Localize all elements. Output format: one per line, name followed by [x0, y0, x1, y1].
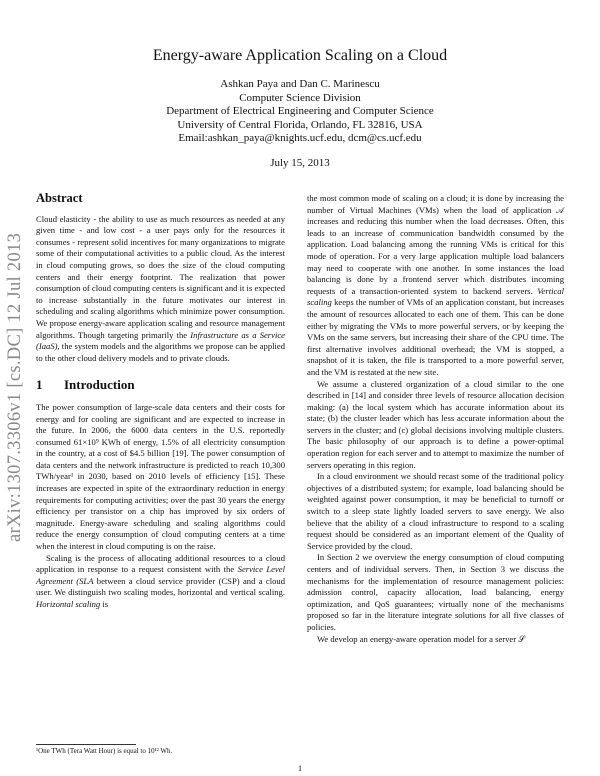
- division: Computer Science Division: [239, 91, 361, 104]
- author-block: [0, 78, 600, 146]
- footnote: ¹One TWh (Tera Watt Hour) is equal to 10¹² Wh.: [36, 747, 173, 755]
- right-paragraph-1: the most common mode of scaling on a cloud; it is done by increasing the number of Virtual Machines (VMs) when the load of application 𝒜 increases and reducing this number when the load decreases. Often, this leads to an increase of communication bandwidth consumed by the application. Load balancing among the running VMs is critical for this mode of operation. For a very large application multiple load balancers may need to cooperate with one another. In some instances the load balancing is done by a frontend server which distributes incoming requests of a transaction-oriented system to backend servers. Vertical scaling keeps the number of VMs of an application constant, but increases the amount of resources allocated to each one of them. This can be done either by migrating the VMs to more powerful servers, or by keeping the VMs on the same servers, but increasing their share of the CPU time. The first alternative involves additional overhead; the VM is stopped, a snapshot of it is taken, the file is transported to a more powerful server, and the VM is restated at the new site.: [307, 193, 564, 377]
- arxiv-stamp: arXiv:1307.3306v1 [cs.DC] 12 Jul 2013: [5, 232, 25, 543]
- footnote-rule: [36, 744, 136, 745]
- left-column: [36, 193, 285, 611]
- authors: Ashkan Paya and Dan C. Marinescu: [220, 78, 380, 90]
- right-column: [307, 193, 564, 645]
- right-paragraph-4: In Section 2 we overview the energy consumption of cloud computing centers and of individual servers. Then, in Section 3 we discuss the mechanisms for the implementation of resource management policies: admission control, capacity allocation, load balancing, energy optimization, and QoS guarantees; virtually none of the mechanisms proposed so far in the literature integrate solutions for all five classes of policies.: [307, 552, 564, 632]
- intro-paragraph-1: The power consumption of large-scale data centers and their costs for energy and for cooling are significant and are expected to increase in the future. In 2006, the 6000 data centers in the U.S. reportedly consumed 61×10⁹ KWh of energy, 1.5% of all electricity consumption in the country, at a cost of $4.5 billion [19]. The power consumption of data centers and the network infrastructure is predicted to reach 10,300 TWh/year¹ in 2030, based on 2010 levels of efficiency [15]. These increases are expected in spite of the extraordinary reduction in energy requirements for computing activities; over the past 30 years the energy efficiency per transistor on a chip has improved by six orders of magnitude. Energy-aware scheduling and scaling algorithms could reduce the energy consumption of cloud computing centers at a time when the interest in cloud computing is on the raise.: [36, 401, 285, 552]
- date: July 15, 2013: [270, 157, 330, 169]
- abstract-heading: Abstract: [36, 191, 83, 205]
- page-number: 1: [297, 763, 303, 773]
- email: Email:ashkan_paya@knights.ucf.edu, dcm@cs.ucf.edu: [178, 132, 422, 144]
- section-heading-introduction: 1 Introduction: [36, 377, 135, 393]
- abstract-text: Cloud elasticity - the ability to use as much resources as needed at any given time - and low cost - a user pays only for the resources it consumes - represent solid incentives for many organizations to migrate some of their computational activities to a public cloud. As the interest in cloud computing grows, so does the size of the cloud computing centers and their energy footprint. The realization that power consumption of cloud computing centers is significant and it is expected to increase substantially in the future motivates our interest in scheduling and scaling algorithms which minimize power consumption. We propose energy-aware application scaling and resource management algorithms. Though targeting primarily the Infrastructure as a Service (IaaS), the system models and the algorithms we propose can be applied to the other cloud delivery models and to private clouds.: [36, 213, 285, 363]
- university: University of Central Florida, Orlando, FL 32816, USA: [177, 118, 423, 131]
- right-paragraph-2: We assume a clustered organization of a cloud similar to the one described in [14] and consider three levels of resource allocation decision making: (a) the local system which has accurate information about its state; (b) the cluster leader which has less accurate information about the servers in the cluster; and (c) global decisions involving multiple clusters. The basic philosophy of our approach is to define a power-optimal operation region for each server and to attempt to maximize the number of servers operating in this region.: [307, 378, 564, 470]
- right-paragraph-3: In a cloud environment we should recast some of the traditional policy objectives of a distributed system; for example, load balancing should be weighted against power consumption, it may be beneficial to turnoff or switch to a sleep state lightly loaded servers to save energy. We also believe that the ability of a cloud infrastructure to respond to a scaling request should be considered as an important element of the Quality of Service provided by the cloud.: [307, 471, 564, 551]
- intro-paragraph-2: Scaling is the process of allocating additional resources to a cloud application in response to a request consistent with the Service Level Agreement (SLA between a cloud service provider (CSP) and a cloud user. We distinguish two scaling modes, horizontal and vertical scaling. Horizontal scaling is: [36, 552, 286, 609]
- paper-title: Energy-aware Application Scaling on a Cloud: [152, 47, 448, 64]
- right-paragraph-5: We develop an energy-aware operation model for a server 𝒮: [317, 633, 525, 644]
- department: Department of Electrical Engineering and Computer Science: [166, 105, 434, 117]
